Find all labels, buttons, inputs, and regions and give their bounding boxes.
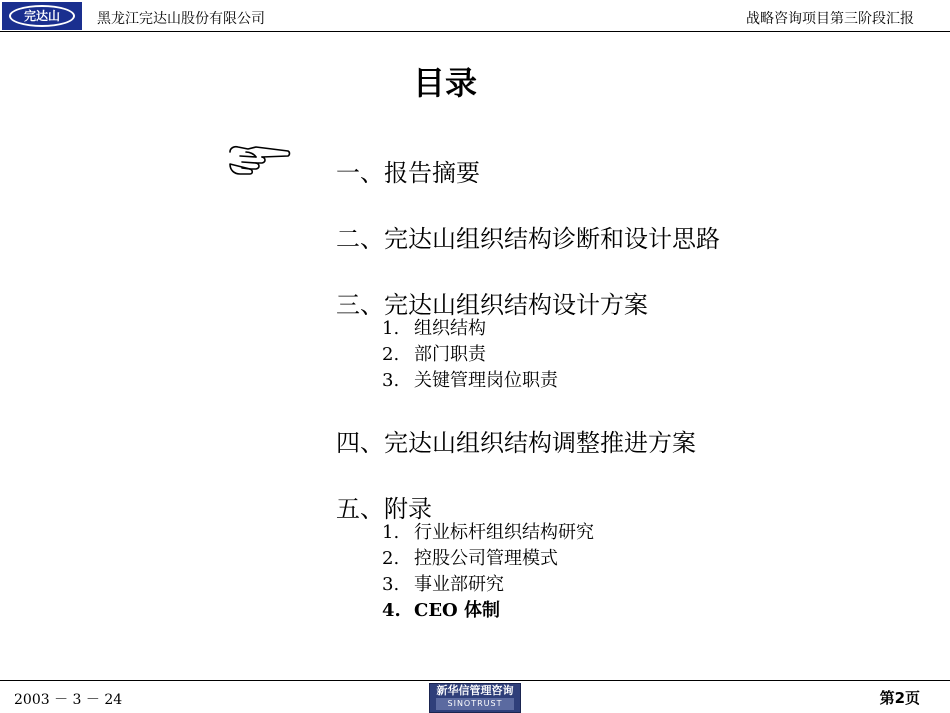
toc-subitems [382,520,936,624]
page-title: 目录 [412,64,477,102]
slide-header [0,0,950,32]
subitem-number: 3. [382,574,400,595]
logo-cn-text: 新华信管理咨询 [436,684,514,697]
toc-section [336,288,936,394]
subitem-number: 2. [382,548,400,569]
toc-section-title: 三、完达山组织结构设计方案 [336,291,648,319]
pointing-hand-icon [226,142,292,178]
subitem-number: 1. [382,318,400,339]
sinotrust-logo [429,683,521,713]
logo-en-text: SINOTRUST [436,698,514,710]
toc-subitem [382,342,936,368]
toc-section-title: 五、附录 [336,495,432,523]
page-number: 第2页 [879,689,920,707]
toc-section-title: 二、完达山组织结构诊断和设计思路 [336,225,720,253]
toc-section-title: 四、完达山组织结构调整推进方案 [336,429,696,457]
subitem-label: 部门职责 [414,344,486,365]
subitem-number: 2. [382,344,400,365]
toc-subitem [382,598,936,624]
toc-section [336,156,936,190]
company-name: 黑龙江完达山股份有限公司 [97,11,265,27]
subitem-label: 行业标杆组织结构研究 [414,522,594,543]
header-divider [0,31,950,32]
toc-subitem [382,316,936,342]
company-logo [2,2,82,30]
toc-section-title: 一、报告摘要 [336,159,480,187]
subitem-label: CEO 体制 [414,600,500,621]
subitem-label: 组织结构 [414,318,486,339]
toc-subitem [382,546,936,572]
subitem-label: 事业部研究 [414,574,504,595]
subitem-number: 3. [382,370,400,391]
subitem-label: 关键管理岗位职责 [414,370,558,391]
logo-text: 完达山 [9,5,75,27]
toc-section [336,222,936,256]
toc-subitems [382,316,936,394]
subitem-number: 1. [382,522,400,543]
toc-subitem [382,572,936,598]
toc-section [336,426,936,460]
footer-divider [0,680,950,681]
toc-section [336,492,936,624]
slide-date: 2003 － 3 － 24 [14,692,123,708]
table-of-contents [336,156,936,656]
project-name: 战略咨询项目第三阶段汇报 [746,11,914,27]
toc-subitem [382,368,936,394]
toc-subitem [382,520,936,546]
subitem-number: 4. [382,600,401,621]
subitem-label: 控股公司管理模式 [414,548,558,569]
